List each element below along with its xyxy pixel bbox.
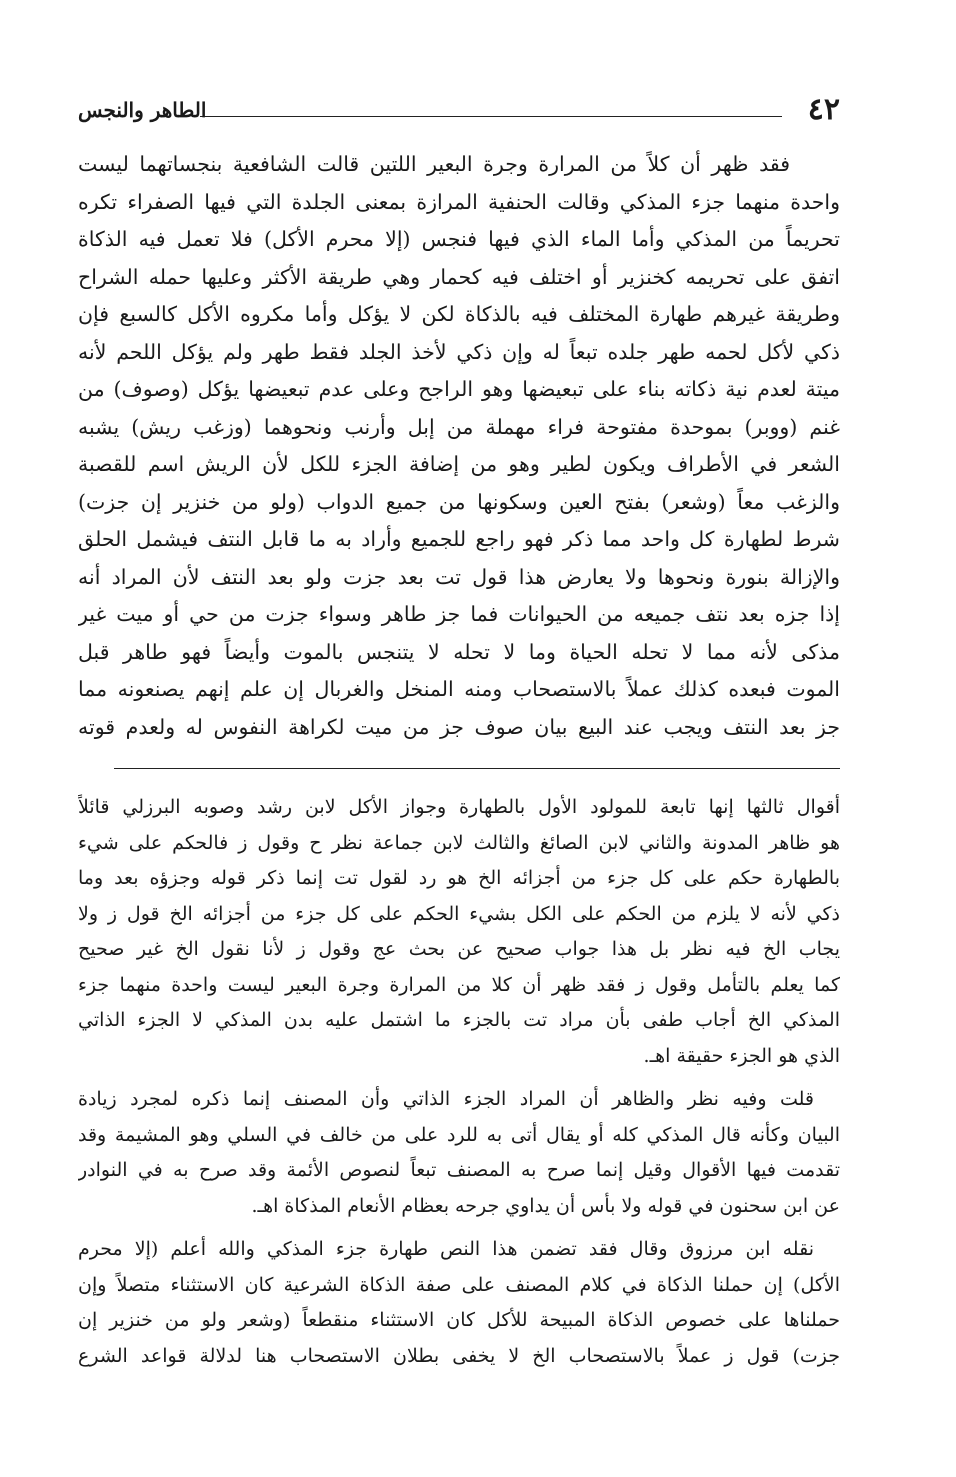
main-line: ميتة لعدم نية ذكاته بناء على تبعيضها وهو الراجح وعلى عدم تبعيضها يؤكل (وصوف) من <box>78 377 840 401</box>
main-line: الموت فبعده كذلك عملاً بالاستصحاب ومنه المنخل والغربال إن علم إنهم يصنعونه مما <box>78 677 840 701</box>
running-title: الطاهر والنجس <box>78 98 207 122</box>
footnote-line: أقوال ثالثها إنها تابعة للمولود الأول بالطهارة وجواز الأكل لابن رشد وصوبه البرزلي قائلاً <box>78 796 840 818</box>
footnote-line: الذي هو الجزء حقيقة اهـ. <box>643 1044 840 1067</box>
footnote-paragraph <box>78 1232 840 1374</box>
main-line: شرط لطهارة كل واحد مما ذكر فهو راجع للجميع وأراد به ما قابل النتف فيشمل الحلق <box>78 527 840 551</box>
footnote-line: يجاب الخ فيه نظر بل هذا جواب صحيح عن بحث عج وقول ز لأنا نقول الخ غير صحيح <box>78 938 840 960</box>
footnote-line: عن ابن سحنون في قوله ولا بأس أن يداوي جرحه بعظام الأنعام المذكاة اهـ. <box>251 1194 840 1217</box>
page-number: ٤٢ <box>807 92 840 127</box>
footnote-line: بالطهارة حكم على كل جزء من أجزائه الخ هو رد لقول تت إنما ذكر قوله وجزؤه بعد وما <box>78 867 840 889</box>
footnote-line: تقدمت فيها الأقوال وقيل إنما صرح به المصنف تبعاً لنصوص الأئمة وقد صرح به في النوادر <box>78 1159 840 1181</box>
footnote-line: المذكي الخ أجاب طفى بأن مراد تت بالجزء ما اشتمل عليه بدن المذكي لا الجزء الذاتي <box>78 1009 840 1031</box>
main-line: مذكى لأنه مما لا تحله الحياة وما لا تحله لا يتنجس بالموت وأيضاً فهو طاهر قبل <box>78 639 840 664</box>
main-line: والزغب معاً (وشعر) بفتح العين وسكونها من جميع الدواب (ولو من خنزير إن جزت) <box>78 489 840 514</box>
main-line: غنم (ووبر) بموحدة مفتوحة فراء مهملة من إبل وأرنب ونحوهما (وزغب ريش) يشبه <box>78 414 840 439</box>
footnote-line: جزت) قول ز عملاً بالاستصحاب الخ لا يخفى بطلان الاستصحاب هنا لدلالة قواعد الشرع <box>78 1344 840 1367</box>
header-rule <box>200 116 782 117</box>
footnote-line: حملناها على خصوص الذكاة المبيحة للأكل كان الاستثناء منقطعاً (وشعر ولو من خنزير إن <box>78 1309 840 1331</box>
footnotes <box>78 790 840 1382</box>
main-line: اتفق على تحريمه كخنزير أو اختلف فيه كحمار وهي طريقة الأكثر وعليها حمله الشراح <box>78 264 840 289</box>
main-line: إذا جزه بعد نتف جميعه من الحيوانات فما جز طاهر وسواء جزت من حي أو ميت غير <box>78 602 840 626</box>
footnote-separator <box>114 768 840 769</box>
footnote-paragraph <box>78 790 840 1074</box>
main-line: والإزالة بنورة ونحوها ولا يعارض هذا قول تت بعد جزت ولو بعد النتف لأن المراد أنه <box>78 564 840 589</box>
footnote-line: كما يعلم بالتأمل وقول ز فقد ظهر أن كلا من المرارة وجرة البعير ليست واحدة منهما جزء <box>78 973 840 996</box>
footnote-line: ذكي لأنه لا يلزم من الحكم على الكل بشيء الحكم على كل جزء من أجزائه الخ قول ز ولا <box>78 902 840 925</box>
footnote-line: نقله ابن مرزوق وقال فقد تضمن هذا النص طهارة جزء المذكي والله أعلم (إلا محرم <box>78 1238 814 1260</box>
footnote-line: قلت وفيه نظر والظاهر أن المراد الجزء الذاتي وأن المصنف إنما ذكره لمجرد زيادة <box>78 1088 814 1110</box>
main-text <box>78 146 840 746</box>
footnote-line: هو ظاهر المدونة والثاني لابن الصائغ والثالث لابن جماعة نظر ح وقول ز فالحكم على شيء <box>78 831 840 854</box>
footnote-line: الأكل) إن حملنا الذكاة في كلام المصنف على صفة الذكاة الشرعية كان الاستثناء متصلاً وإن <box>78 1273 840 1296</box>
page-header <box>78 92 840 132</box>
footnote-paragraph <box>78 1082 840 1224</box>
main-line: تحريماً من المذكي وأما الماء الذي فيها فنجس (إلا محرم الأكل) فلا تعمل فيه الذكاة <box>78 227 840 251</box>
main-line: الشعر في الأطراف ويكون لطير وهو من إضافة الجزء للكل لأن الريش اسم للقصبة <box>78 452 840 476</box>
main-line: ذكي لأكل لحمه طهر جلده تبعاً له وإن ذكي لأخذ الجلد فقط طهر ولم يؤكل اللحم لأنه <box>78 339 840 364</box>
footnote-line: البيان وكأنه قال المذكي كله أو يقال أتى به للرد على من خالف في السلي وهو المشيمة وقد <box>78 1123 840 1146</box>
main-line: وطريقة غيرهم طهارة المختلف فيه بالذكاة لكن لا يؤكل وأما مكروه الأكل كالسبع فإن <box>78 302 840 326</box>
main-line: واحدة منهما جزء المذكي وقالت الحنفية المرازة بمعنى الجلدة التي فيها الصفراء تكره <box>78 189 840 214</box>
main-line: فقد ظهر أن كلاً من المرارة وجرة البعير اللتين قالت الشافعية بنجساتهما ليست <box>78 152 790 176</box>
main-line: جز بعد النتف ويجب عند البيع بيان صوف جز من ميت لكراهة النفوس له ولعدم قوته <box>78 714 840 739</box>
